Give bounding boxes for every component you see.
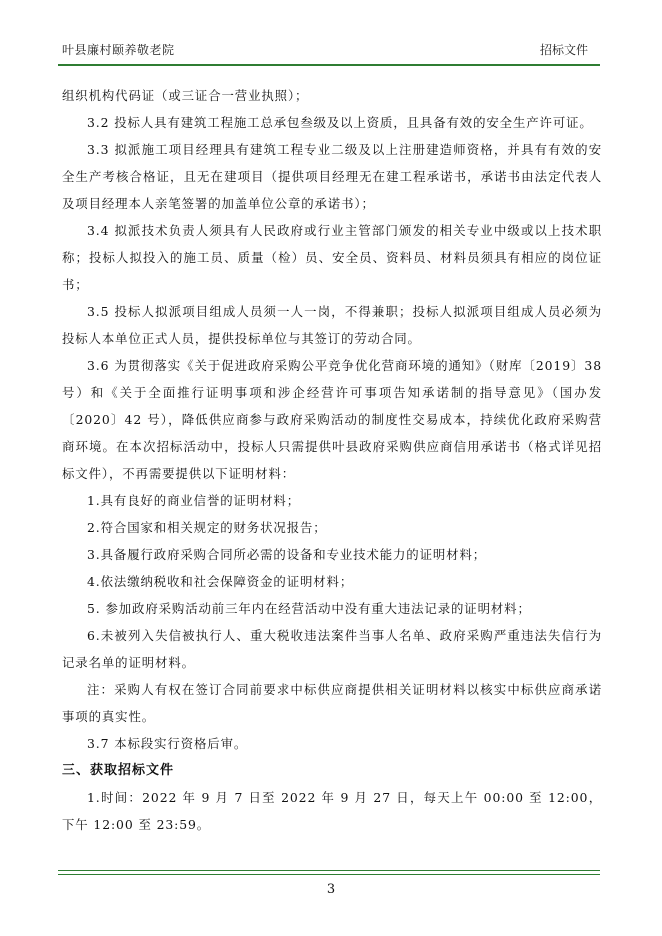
header-document-type: 招标文件 bbox=[539, 43, 588, 57]
paragraph-3-4: 3.4 拟派技术负责人须具有人民政府或行业主管部门颁发的相关专业中级或以上技术职称；投标人拟投入的施工员、质量（检）员、安全员、资料员、材料员须具有相应的岗位证书； bbox=[62, 223, 602, 292]
paragraph-3-6: 3.6 为贯彻落实《关于促进政府采购公平竞争优化营商环境的通知》（财库〔2019〕38 号）和《关于全面推行证明事项和涉企经营许可事项告知承诺制的指导意见》（国办发〔2020〕42 号），降低供应商参与政府采购活动的制度性交易成本，持续优化政府采购营商环境。在本次招标活动中，投标人只需提供叶县政府采购供应商信用承诺书（格式详见招标文件），不再需要提供以下证明材料： bbox=[62, 358, 602, 481]
section-heading: 三、获取招标文件 bbox=[62, 763, 175, 778]
list-item-1: 1.具有良好的商业信誉的证明材料； bbox=[87, 493, 300, 508]
paragraph-license-continuation: 组织机构代码证（或三证合一营业执照）； bbox=[62, 88, 309, 103]
list-item-2: 2.符合国家和相关规定的财务状况报告； bbox=[87, 520, 327, 535]
footer-divider-thin bbox=[58, 874, 600, 875]
note-paragraph: 注：采购人有权在签订合同前要求中标供应商提供相关证明材料以核实中标供应商承诺事项的真实性。 bbox=[62, 682, 602, 724]
list-item-4: 4.依法缴纳税收和社会保障资金的证明材料； bbox=[87, 574, 354, 589]
paragraph-3-5: 3.5 投标人拟派项目组成人员须一人一岗，不得兼职；投标人拟派项目组成人员必须为投标人本单位正式人员，提供投标单位与其签订的劳动合同。 bbox=[62, 304, 602, 346]
paragraph-3-2: 3.2 投标人具有建筑工程施工总承包叁级及以上资质，且具备有效的安全生产许可证。 bbox=[87, 115, 593, 130]
paragraph-3-3: 3.3 拟派施工项目经理具有建筑工程专业二级及以上注册建造师资格，并具有有效的安全生产考核合格证，且无在建项目（提供项目经理无在建工程承诺书，承诺书由法定代表人及项目经理本人亲笔签署的加盖单位公章的承诺书）； bbox=[62, 142, 602, 211]
page-number: 3 bbox=[326, 882, 336, 897]
document-body bbox=[62, 82, 602, 838]
list-item-3: 3.具备履行政府采购合同所必需的设备和专业技术能力的证明材料； bbox=[87, 547, 487, 562]
paragraph-time: 1.时间：2022 年 9 月 7 日至 2022 年 9 月 27 日，每天上午 00:00 至 12:00，下午 12:00 至 23:59。 bbox=[62, 790, 602, 832]
header-divider bbox=[58, 64, 600, 66]
footer-divider bbox=[58, 870, 600, 871]
paragraph-3-7: 3.7 本标段实行资格后审。 bbox=[87, 736, 248, 751]
list-item-6: 6.未被列入失信被执行人、重大税收违法案件当事人名单、政府采购严重违法失信行为记录名单的证明材料。 bbox=[62, 628, 602, 670]
header-organization: 叶县廉村颐养敬老院 bbox=[62, 43, 175, 57]
list-item-5: 5. 参加政府采购活动前三年内在经营活动中没有重大违法记录的证明材料； bbox=[87, 601, 531, 616]
